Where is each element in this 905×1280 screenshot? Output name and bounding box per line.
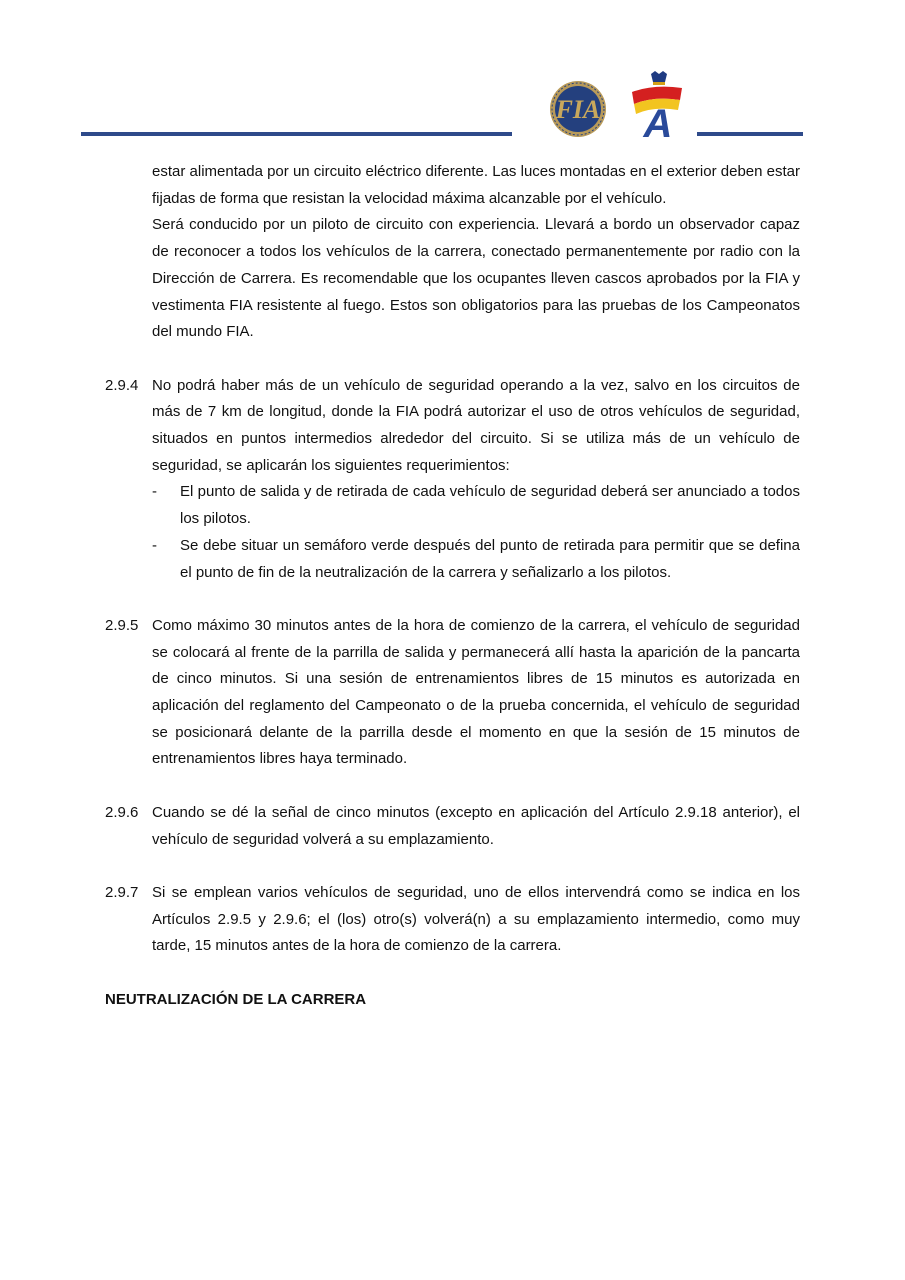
clause-number: 2.9.4 bbox=[105, 376, 139, 394]
header-rule-right bbox=[697, 132, 803, 136]
bullet-text: Se debe situar un semáforo verde después del punto de retirada para permitir que se defina el punto de fin de la neutralización de la carrera y señalizarlo a los pilotos. bbox=[180, 536, 800, 581]
bullet-dash: - bbox=[152, 483, 157, 501]
bullet-item bbox=[152, 479, 800, 532]
header-rule-left bbox=[81, 132, 512, 136]
document-body bbox=[0, 159, 905, 1013]
section-heading: NEUTRALIZACIÓN DE LA CARRERA bbox=[105, 990, 367, 1008]
clause-text: Cuando se dé la señal de cinco minutos (excepto en aplicación del Artículo 2.9.18 anterior), el vehículo de seguridad volverá a su emplazamiento. bbox=[152, 803, 800, 848]
bullet-item bbox=[152, 533, 800, 586]
svg-text:FIA: FIA bbox=[555, 95, 601, 124]
clause-text: No podrá haber más de un vehículo de seguridad operando a la vez, salvo en los circuitos de más de 7 km de longitud, donde la FIA podrá autorizar el uso de otros vehículos de seguridad, situados en puntos intermedios alrededor del circuito. Si se utiliza más de un vehículo de seguridad, se aplicarán los siguientes requerimientos: bbox=[152, 376, 800, 474]
intro-paragraph-2: Será conducido por un piloto de circuito con experiencia. Llevará a bordo un observador capaz de reconocer a todos los vehículos de la carrera, conectado permanentemente por radio con la Dirección de Carrera. Es recomendable que los ocupantes lleven cascos aprobados por la FIA y vestimenta FIA resistente al fuego. Estos son obligatorios para las pruebas de los Campeonatos del mundo FIA. bbox=[152, 216, 800, 341]
clause-number: 2.9.6 bbox=[105, 803, 139, 821]
svg-text:A: A bbox=[643, 102, 673, 140]
fia-logo bbox=[537, 80, 619, 138]
clause-2-9-4 bbox=[105, 373, 800, 480]
clause-text: Si se emplean varios vehículos de seguridad, uno de ellos intervendrá como se indica en los Artículos 2.9.5 y 2.9.6; el (los) otro(s) volverá(n) a su emplazamiento intermedio, como muy tarde, 15 minutos antes de la hora de comienzo de la carrera. bbox=[152, 883, 800, 955]
clause-number: 2.9.5 bbox=[105, 616, 139, 634]
clause-2-9-5 bbox=[105, 613, 800, 773]
clause-number: 2.9.7 bbox=[105, 883, 139, 901]
clause-text: Como máximo 30 minutos antes de la hora de comienzo de la carrera, el vehículo de seguridad se colocará al frente de la parrilla de salida y permanecerá allí hasta la aparición de la pancarta de cinco minutos. Si una sesión de entrenamientos libres de 15 minutos es autorizada en aplicación del reglamento del Campeonato o de la prueba concernida, el vehículo de seguridad se posicionará delante de la parrilla desde el momento en que la sesión de 15 minutos de entrenamientos libres haya terminado. bbox=[152, 616, 800, 768]
clause-2-9-7 bbox=[105, 880, 800, 960]
bullet-text: El punto de salida y de retirada de cada vehículo de seguridad deberá ser anunciado a todos los pilotos. bbox=[180, 483, 800, 528]
intro-paragraph-1: estar alimentada por un circuito eléctrico diferente. Las luces montadas en el exterior deben estar fijadas de forma que resistan la velocidad máxima alcanzable por el vehículo. bbox=[152, 163, 800, 207]
rfeda-logo bbox=[624, 70, 690, 140]
bullet-dash: - bbox=[152, 536, 157, 554]
clause-2-9-6 bbox=[105, 800, 800, 853]
